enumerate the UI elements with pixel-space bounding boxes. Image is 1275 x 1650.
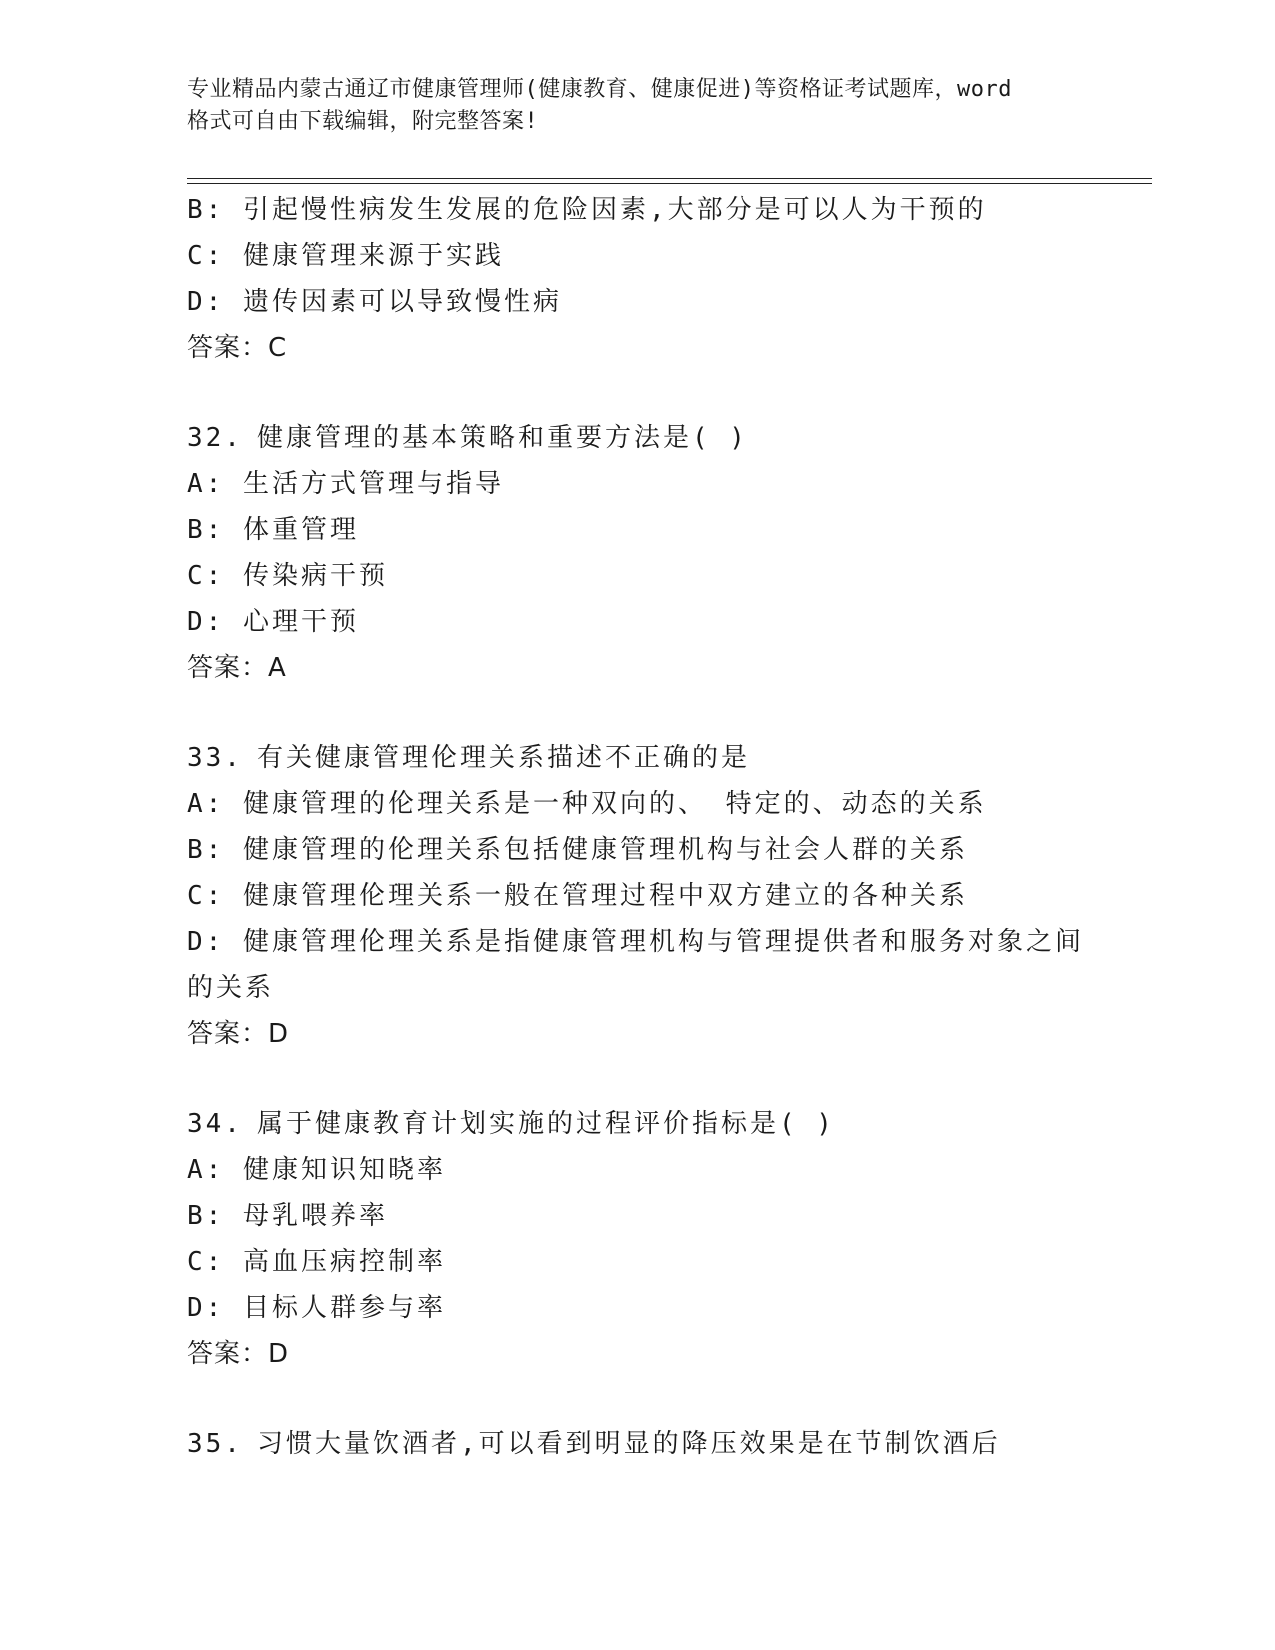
question-stem xyxy=(187,415,1147,461)
option-a: A: 健康管理的伦理关系是一种双向的、 特定的、动态的关系 xyxy=(187,789,987,819)
spacer xyxy=(187,691,1147,735)
question-stem xyxy=(187,1421,1147,1467)
spacer xyxy=(187,1377,1147,1421)
question-31 xyxy=(187,187,1147,371)
page-header xyxy=(187,74,1087,138)
spacer xyxy=(187,1057,1147,1101)
option-c: C: 健康管理来源于实践 xyxy=(187,241,504,271)
option-d: D: 健康管理伦理关系是指健康管理机构与管理提供者和服务对象之间 xyxy=(187,927,1084,957)
question-text: 健康管理的基本策略和重要方法是( ) xyxy=(256,423,748,453)
option-a: A: 健康知识知晓率 xyxy=(187,1155,446,1185)
question-35 xyxy=(187,1421,1147,1467)
option-c: C: 传染病干预 xyxy=(187,561,388,591)
answer: 答案：D xyxy=(187,1019,290,1049)
option-c: C: 健康管理伦理关系一般在管理过程中双方建立的各种关系 xyxy=(187,881,968,911)
question-number: 35. xyxy=(187,1429,243,1459)
header-divider-top xyxy=(187,178,1152,179)
question-text: 属于健康教育计划实施的过程评价指标是( ) xyxy=(256,1109,835,1139)
question-stem xyxy=(187,735,1147,781)
spacer xyxy=(187,371,1147,415)
option-d: D: 心理干预 xyxy=(187,607,359,637)
question-list xyxy=(187,187,1147,1467)
question-number: 34. xyxy=(187,1109,243,1139)
answer: 答案：D xyxy=(187,1339,290,1369)
answer: 答案：A xyxy=(187,653,287,683)
question-33 xyxy=(187,735,1147,1057)
question-text: 习惯大量饮酒者,可以看到明显的降压效果是在节制饮酒后 xyxy=(256,1429,1001,1459)
question-number: 33. xyxy=(187,743,243,773)
option-c: C: 高血压病控制率 xyxy=(187,1247,446,1277)
option-b: B: 健康管理的伦理关系包括健康管理机构与社会人群的关系 xyxy=(187,835,968,865)
option-a: A: 生活方式管理与指导 xyxy=(187,469,504,499)
option-b: B: 母乳喂养率 xyxy=(187,1201,388,1231)
option-d: D: 目标人群参与率 xyxy=(187,1293,446,1323)
option-d: D: 遗传因素可以导致慢性病 xyxy=(187,287,562,317)
header-line-1: 专业精品内蒙古通辽市健康管理师(健康教育、健康促进)等资格证考试题库，word xyxy=(187,77,1012,102)
header-line-2: 格式可自由下载编辑，附完整答案! xyxy=(187,109,539,134)
question-text: 有关健康管理伦理关系描述不正确的是 xyxy=(256,743,750,773)
question-number: 32. xyxy=(187,423,243,453)
question-32 xyxy=(187,415,1147,691)
option-b: B: 引起慢性病发生发展的危险因素,大部分是可以人为干预的 xyxy=(187,195,987,225)
option-d-continuation: 的关系 xyxy=(187,973,275,1003)
question-34 xyxy=(187,1101,1147,1377)
header-divider-bottom xyxy=(187,183,1152,184)
option-b: B: 体重管理 xyxy=(187,515,359,545)
answer: 答案：C xyxy=(187,333,288,363)
question-stem xyxy=(187,1101,1147,1147)
